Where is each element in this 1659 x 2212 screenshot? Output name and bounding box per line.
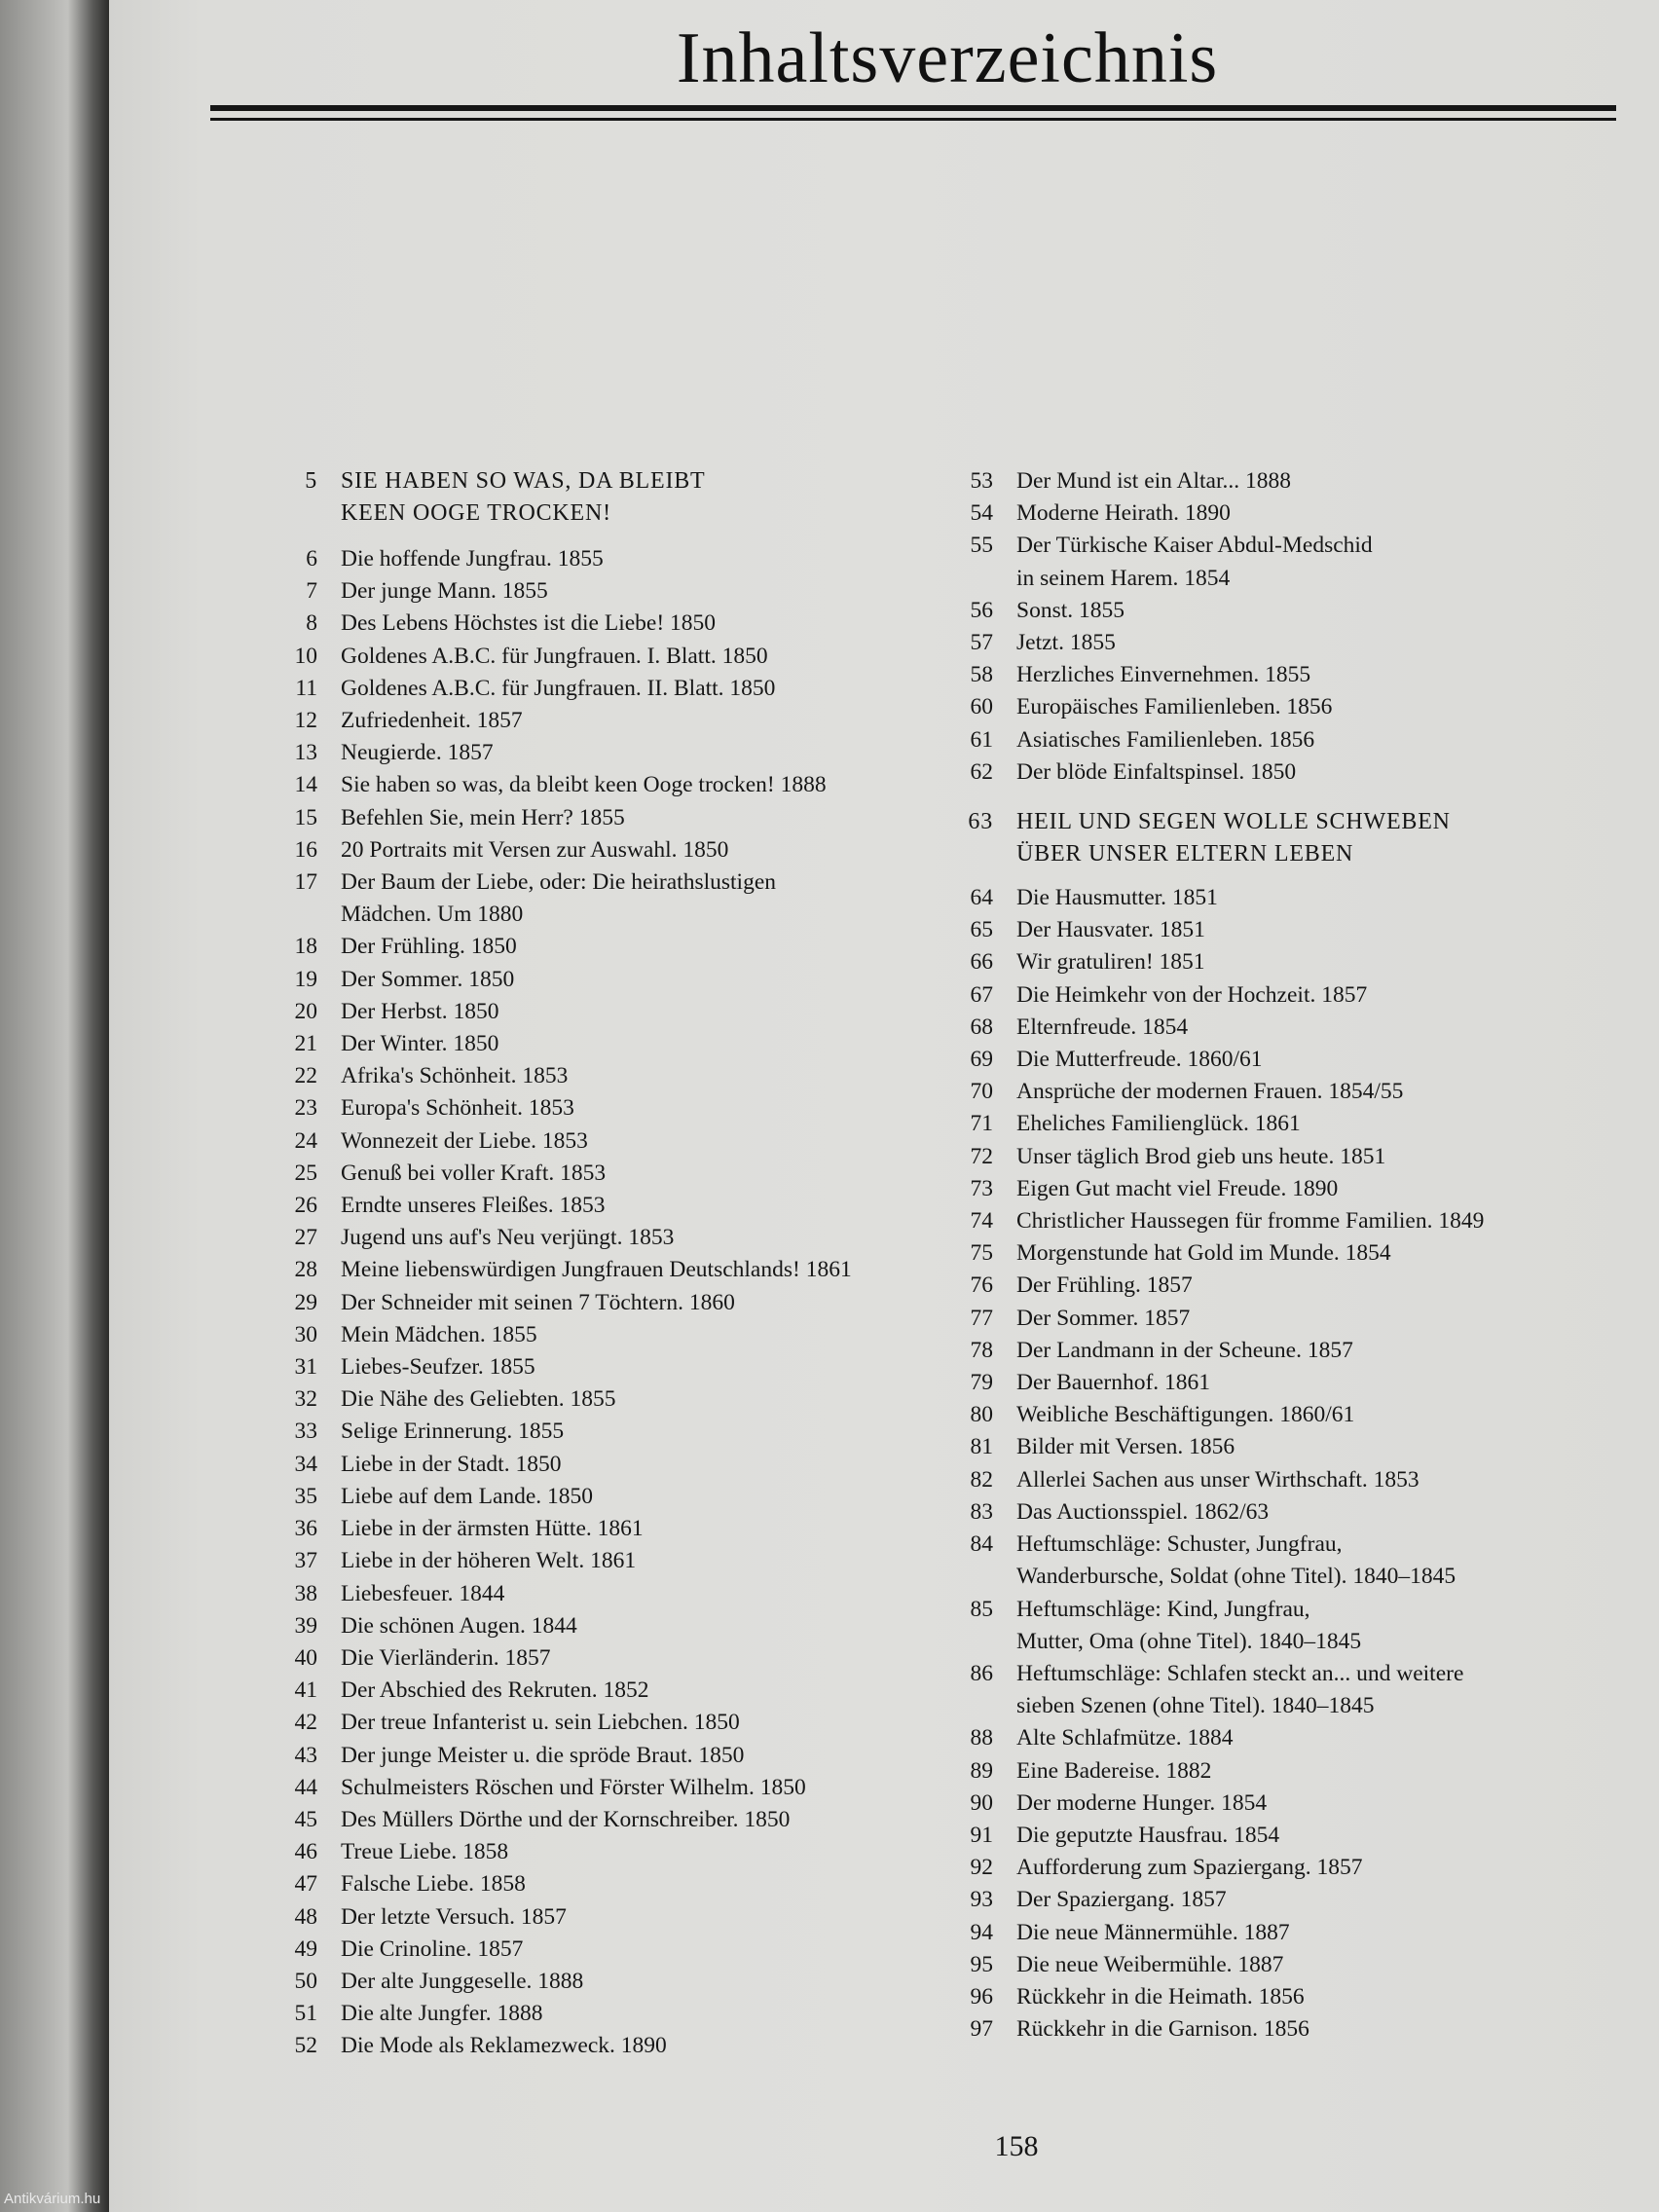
toc-page-number: 6	[306, 546, 317, 571]
toc-page-number: 28	[294, 1257, 317, 1283]
toc-page-number: 26	[294, 1193, 317, 1219]
toc-entry	[271, 1060, 1040, 1092]
toc-page-number: 44	[294, 1774, 317, 1800]
toc-page-number: 18	[294, 934, 317, 960]
toc-page-number: 13	[294, 740, 317, 766]
toc-entry-title: Die schönen Augen. 1844	[341, 1612, 577, 1639]
toc-page-number: 21	[294, 1031, 317, 1057]
toc-entry	[271, 1416, 1040, 1448]
toc-entry-title: Die Crinoline. 1857	[341, 1936, 524, 1962]
toc-page-number: 38	[294, 1580, 317, 1606]
toc-entry	[946, 659, 1657, 691]
toc-entry-title: Schulmeisters Röschen und Förster Wilhelm. 1850	[341, 1774, 806, 1800]
toc-page-number: 39	[294, 1612, 317, 1639]
toc-entry	[271, 1578, 1040, 1610]
toc-page-number: 45	[294, 1806, 317, 1832]
toc-entry	[271, 866, 1040, 931]
toc-page-number: 15	[294, 804, 317, 830]
toc-entry-title: Der Türkische Kaiser Abdul-Medschid in seinem Harem. 1854	[1016, 533, 1373, 591]
toc-page-number: 55	[970, 533, 993, 559]
toc-page-number: 20	[294, 998, 317, 1024]
toc-page-number: 10	[294, 643, 317, 669]
toc-entry	[271, 1125, 1040, 1158]
toc-page-number: 42	[294, 1710, 317, 1736]
toc-entry-title: Der Mund ist ein Altar... 1888	[1016, 468, 1291, 494]
toc-entry-title: Falsche Liebe. 1858	[341, 1871, 526, 1898]
toc-entry	[946, 1237, 1657, 1270]
toc-entry	[946, 1108, 1657, 1140]
toc-entry-title: Des Lebens Höchstes ist die Liebe! 1850	[341, 610, 717, 637]
toc-left-column	[271, 465, 1040, 2063]
toc-entry-title: Sonst. 1855	[1016, 597, 1124, 623]
toc-entry	[271, 931, 1040, 963]
toc-entry-title: Liebe auf dem Lande. 1850	[341, 1483, 594, 1509]
toc-entry	[271, 1707, 1040, 1739]
page-title: Inhaltsverzeichnis	[676, 18, 1219, 98]
toc-page-number: 23	[294, 1095, 317, 1122]
toc-page-number: 96	[970, 1983, 993, 2009]
toc-entry	[946, 1205, 1657, 1237]
toc-entry-title: Afrika's Schönheit. 1853	[341, 1063, 569, 1089]
toc-page-number: 84	[970, 1531, 993, 1558]
toc-entry	[946, 627, 1657, 659]
toc-entry	[271, 1351, 1040, 1383]
toc-entry	[271, 737, 1040, 769]
toc-page-number: 31	[294, 1354, 317, 1381]
toc-entry-title: Liebe in der Stadt. 1850	[341, 1451, 562, 1477]
toc-entry	[946, 914, 1657, 946]
toc-page-number: 14	[294, 772, 317, 798]
toc-page-number: 57	[970, 630, 993, 656]
toc-page-number: 53	[970, 468, 993, 494]
toc-entry	[946, 1852, 1657, 1884]
toc-entry	[271, 1092, 1040, 1124]
toc-page-number: 65	[970, 917, 993, 943]
toc-entry-title: Weibliche Beschäftigungen. 1860/61	[1016, 1402, 1355, 1428]
toc-entry-title: Die Heimkehr von der Hochzeit. 1857	[1016, 981, 1368, 1008]
toc-entry	[946, 946, 1657, 978]
toc-entry-title: Der Baum der Liebe, oder: Die heirathslustigen Mädchen. Um 1880	[341, 869, 777, 928]
toc-entry-title: Mein Mädchen. 1855	[341, 1321, 537, 1347]
toc-entry-title: Der moderne Hunger. 1854	[1016, 1789, 1268, 1816]
toc-page-number: 19	[294, 966, 317, 992]
toc-entry	[946, 1884, 1657, 1916]
toc-entry-title: Wir gratuliren! 1851	[1016, 949, 1205, 976]
toc-entry-title: Heftumschläge: Schlafen steckt an... und weitere sieben Szenen (ohne Titel). 1840–1845	[1016, 1660, 1464, 1719]
toc-page-number: 64	[970, 885, 993, 911]
toc-entry-title: Heftumschläge: Kind, Jungfrau, Mutter, Oma (ohne Titel). 1840–1845	[1016, 1596, 1362, 1654]
toc-entry	[946, 1917, 1657, 1949]
toc-page-number: 60	[970, 694, 993, 720]
toc-page-number: 82	[970, 1466, 993, 1493]
toc-page-number: 90	[970, 1789, 993, 1816]
toc-entry	[946, 1141, 1657, 1173]
toc-entry	[271, 1836, 1040, 1868]
toc-page-number: 92	[970, 1855, 993, 1881]
toc-entry-title: Der Sommer. 1850	[341, 966, 515, 992]
toc-entry	[946, 1496, 1657, 1529]
toc-entry	[946, 1012, 1657, 1044]
toc-entry	[271, 1642, 1040, 1675]
toc-page-number: 89	[970, 1757, 993, 1784]
toc-page-number: 67	[970, 981, 993, 1008]
toc-entry-title: Die neue Männermühle. 1887	[1016, 1919, 1290, 1945]
toc-entry-title: Die alte Jungfer. 1888	[341, 2001, 543, 2027]
toc-page-number: 62	[970, 758, 993, 785]
toc-page-number: 49	[294, 1936, 317, 1962]
toc-page-number: 91	[970, 1822, 993, 1848]
toc-entry-title: Liebesfeuer. 1844	[341, 1580, 505, 1606]
toc-entry-title: HEIL UND SEGEN WOLLE SCHWEBEN ÜBER UNSER ELTERN LEBEN	[1016, 809, 1451, 867]
toc-entry-title: Jugend uns auf's Neu verjüngt. 1853	[341, 1225, 675, 1251]
toc-entry-title: Zufriedenheit. 1857	[341, 708, 523, 734]
toc-entry	[946, 1367, 1657, 1399]
toc-entry	[946, 1594, 1657, 1658]
toc-right-column	[946, 465, 1657, 2046]
toc-entry-title: Befehlen Sie, mein Herr? 1855	[341, 804, 625, 830]
toc-page-number: 93	[970, 1887, 993, 1913]
toc-entry	[271, 834, 1040, 866]
toc-page-number: 80	[970, 1402, 993, 1428]
toc-entry	[271, 1934, 1040, 1966]
toc-entry	[271, 705, 1040, 737]
toc-page-number: 46	[294, 1839, 317, 1865]
toc-entry-title: Die neue Weibermühle. 1887	[1016, 1951, 1284, 1977]
toc-entry	[271, 1449, 1040, 1481]
toc-page-number: 66	[970, 949, 993, 976]
toc-entry	[946, 465, 1657, 498]
toc-entry-title: Der Landmann in der Scheune. 1857	[1016, 1337, 1353, 1363]
toc-entry-title: Der Frühling. 1850	[341, 934, 517, 960]
toc-page-number: 61	[970, 726, 993, 753]
toc-entry	[946, 1529, 1657, 1593]
toc-entry-title: Rückkehr in die Heimath. 1856	[1016, 1983, 1305, 2009]
toc-entry-title: Bilder mit Versen. 1856	[1016, 1434, 1235, 1460]
toc-page-number: 5	[305, 468, 317, 494]
toc-page-number: 8	[306, 610, 317, 637]
toc-entry-title: Liebe in der ärmsten Hütte. 1861	[341, 1516, 644, 1542]
toc-entry	[271, 769, 1040, 801]
toc-page-number: 16	[294, 836, 317, 863]
toc-entry-title: Alte Schlafmütze. 1884	[1016, 1725, 1234, 1751]
toc-entry-title: Liebe in der höheren Welt. 1861	[341, 1548, 637, 1574]
toc-entry-title: Der Spaziergang. 1857	[1016, 1887, 1227, 1913]
toc-page-number: 94	[970, 1919, 993, 1945]
toc-entry-title: Der Frühling. 1857	[1016, 1272, 1193, 1299]
toc-entry-title: Jetzt. 1855	[1016, 630, 1116, 656]
toc-page-number: 24	[294, 1127, 317, 1154]
toc-page-number: 83	[970, 1498, 993, 1525]
toc-entry	[271, 1254, 1040, 1286]
toc-page-number: 30	[294, 1321, 317, 1347]
toc-entry	[271, 1901, 1040, 1934]
toc-page-number: 37	[294, 1548, 317, 1574]
toc-entry	[946, 1044, 1657, 1076]
toc-page-number: 35	[294, 1483, 317, 1509]
toc-page-number: 63	[968, 809, 993, 835]
toc-entry	[271, 2030, 1040, 2062]
toc-page-number: 73	[970, 1175, 993, 1201]
toc-entry-title: Die Mode als Reklamezweck. 1890	[341, 2033, 667, 2059]
toc-entry	[271, 1319, 1040, 1351]
toc-entry-title: Die hoffende Jungfrau. 1855	[341, 546, 604, 571]
toc-entry	[946, 595, 1657, 627]
toc-page-number: 54	[970, 500, 993, 527]
toc-entry-title: Der junge Meister u. die spröde Braut. 1850	[341, 1742, 745, 1768]
book-page	[109, 0, 1659, 2212]
toc-entry	[271, 1383, 1040, 1416]
toc-entry-title: Herzliches Einvernehmen. 1855	[1016, 662, 1311, 688]
toc-entry	[946, 1399, 1657, 1431]
page-number: 158	[994, 2130, 1039, 2162]
toc-entry-title: Genuß bei voller Kraft. 1853	[341, 1160, 607, 1186]
toc-entry	[946, 1431, 1657, 1463]
toc-entry-title: Der Abschied des Rekruten. 1852	[341, 1677, 649, 1704]
toc-entry-title: Ansprüche der modernen Frauen. 1854/55	[1016, 1079, 1404, 1105]
toc-page-number: 56	[970, 597, 993, 623]
toc-entry	[271, 1545, 1040, 1577]
toc-entry	[946, 1335, 1657, 1367]
toc-page-number: 48	[294, 1903, 317, 1930]
toc-entry	[946, 1949, 1657, 1981]
toc-entry	[271, 964, 1040, 996]
toc-entry-title: Selige Erinnerung. 1855	[341, 1419, 565, 1445]
toc-entry	[271, 1028, 1040, 1060]
toc-entry	[271, 1481, 1040, 1513]
toc-entry	[946, 530, 1657, 594]
toc-page-number: 17	[294, 869, 317, 896]
toc-entry-title: Morgenstunde hat Gold im Munde. 1854	[1016, 1240, 1391, 1267]
toc-page-number: 11	[295, 675, 317, 701]
toc-page-number: 32	[294, 1386, 317, 1413]
toc-entry-title: Erndte unseres Fleißes. 1853	[341, 1193, 606, 1219]
watermark: Antikvárium.hu	[4, 2191, 101, 2207]
toc-page-number: 47	[294, 1871, 317, 1898]
toc-entry-title: Der letzte Versuch. 1857	[341, 1903, 567, 1930]
toc-entry	[271, 1513, 1040, 1545]
toc-entry	[946, 724, 1657, 756]
toc-entry-title: Die Vierländerin. 1857	[341, 1644, 551, 1671]
toc-entry	[946, 756, 1657, 789]
toc-entry-title: Der Winter. 1850	[341, 1031, 499, 1057]
toc-page-number: 79	[970, 1370, 993, 1396]
toc-entry-title: Die Nähe des Geliebten. 1855	[341, 1386, 616, 1413]
toc-entry-title: Eigen Gut macht viel Freude. 1890	[1016, 1175, 1339, 1201]
toc-entry	[271, 1222, 1040, 1254]
toc-page-number: 77	[970, 1305, 993, 1331]
toc-entry-title: Europa's Schönheit. 1853	[341, 1095, 574, 1122]
toc-entry-title: Moderne Heirath. 1890	[1016, 500, 1231, 527]
toc-entry	[271, 1998, 1040, 2030]
toc-page-number: 7	[306, 578, 317, 605]
toc-entry-title: Eine Badereise. 1882	[1016, 1757, 1212, 1784]
toc-entry	[271, 608, 1040, 640]
toc-entry	[946, 1270, 1657, 1302]
toc-page-number: 51	[294, 2001, 317, 2027]
toc-page-number: 74	[970, 1208, 993, 1235]
toc-entry	[271, 1287, 1040, 1319]
toc-page-number: 33	[294, 1419, 317, 1445]
toc-entry-title: Rückkehr in die Garnison. 1856	[1016, 2016, 1309, 2043]
toc-entry	[946, 1658, 1657, 1722]
toc-page-number: 88	[970, 1725, 993, 1751]
toc-page-number: 72	[970, 1143, 993, 1169]
toc-entry	[271, 996, 1040, 1028]
toc-page-number: 69	[970, 1047, 993, 1073]
toc-page-number: 36	[294, 1516, 317, 1542]
toc-entry-title: Die geputzte Hausfrau. 1854	[1016, 1822, 1280, 1848]
toc-entry	[271, 1610, 1040, 1642]
toc-entry	[946, 2013, 1657, 2046]
toc-entry-title: Das Auctionsspiel. 1862/63	[1016, 1498, 1270, 1525]
toc-entry	[946, 1788, 1657, 1820]
toc-entry-title: Treue Liebe. 1858	[341, 1839, 509, 1865]
toc-entry	[271, 1158, 1040, 1190]
toc-entry-title: Eheliches Familienglück. 1861	[1016, 1111, 1301, 1137]
toc-entry-title: Der treue Infanterist u. sein Liebchen. 1850	[341, 1710, 740, 1736]
toc-entry	[271, 1772, 1040, 1804]
toc-entry-title: Des Müllers Dörthe und der Kornschreiber. 1850	[341, 1806, 791, 1832]
toc-page-number: 12	[294, 708, 317, 734]
toc-entry-title: Die Mutterfreude. 1860/61	[1016, 1047, 1263, 1073]
title-rule-thick	[210, 105, 1616, 111]
toc-entry-title: Europäisches Familienleben. 1856	[1016, 694, 1333, 720]
toc-entry	[946, 691, 1657, 723]
toc-page-number: 43	[294, 1742, 317, 1768]
toc-entry	[946, 1303, 1657, 1335]
toc-page-number: 95	[970, 1951, 993, 1977]
toc-entry-title: Elternfreude. 1854	[1016, 1014, 1189, 1040]
toc-entry-title: Aufforderung zum Spaziergang. 1857	[1016, 1855, 1363, 1881]
toc-entry	[946, 1173, 1657, 1205]
toc-entry-title: Neugierde. 1857	[341, 740, 494, 766]
toc-page-number: 76	[970, 1272, 993, 1299]
toc-entry	[271, 802, 1040, 834]
toc-entry-title: Der Hausvater. 1851	[1016, 917, 1205, 943]
book-spine	[0, 0, 109, 2212]
toc-entry	[946, 1755, 1657, 1788]
toc-entry	[271, 1804, 1040, 1836]
toc-entry-title: Der alte Junggeselle. 1888	[341, 1968, 584, 1994]
toc-page-number: 25	[294, 1160, 317, 1186]
toc-entry-title: Allerlei Sachen aus unser Wirthschaft. 1853	[1016, 1466, 1419, 1493]
toc-entry-title: SIE HABEN SO WAS, DA BLEIBT KEEN OOGE TROCKEN!	[341, 468, 706, 526]
toc-page-number: 71	[970, 1111, 993, 1137]
toc-entry-title: Der Herbst. 1850	[341, 998, 499, 1024]
toc-entry-title: Der blöde Einfaltspinsel. 1850	[1016, 758, 1297, 785]
toc-entry	[946, 1820, 1657, 1852]
toc-entry-title: Der Sommer. 1857	[1016, 1305, 1191, 1331]
toc-entry-title: Christlicher Haussegen für fromme Familien. 1849	[1016, 1208, 1485, 1235]
toc-entry-title: Goldenes A.B.C. für Jungfrauen. II. Blatt. 1850	[341, 675, 776, 701]
toc-entry-title: Der Bauernhof. 1861	[1016, 1370, 1211, 1396]
toc-page-number: 29	[294, 1289, 317, 1315]
toc-entry-title: Heftumschläge: Schuster, Jungfrau, Wanderbursche, Soldat (ohne Titel). 1840–1845	[1016, 1531, 1456, 1590]
toc-entry-title: Liebes-Seufzer. 1855	[341, 1354, 535, 1381]
toc-entry	[946, 1464, 1657, 1496]
toc-entry-title: Asiatisches Familienleben. 1856	[1016, 726, 1315, 753]
toc-section-heading	[271, 465, 1040, 530]
toc-entry	[271, 1740, 1040, 1772]
toc-page-number: 75	[970, 1240, 993, 1267]
toc-page-number: 34	[294, 1451, 317, 1477]
toc-entry	[946, 1076, 1657, 1108]
toc-entry	[271, 1190, 1040, 1222]
title-rule-thin	[210, 118, 1616, 121]
toc-page-number: 50	[294, 1968, 317, 1994]
toc-page-number: 70	[970, 1079, 993, 1105]
toc-entry-title: Wonnezeit der Liebe. 1853	[341, 1127, 588, 1154]
toc-entry	[946, 498, 1657, 530]
toc-entry-title: Unser täglich Brod gieb uns heute. 1851	[1016, 1143, 1386, 1169]
toc-entry	[271, 1966, 1040, 1998]
toc-entry-title: Der Schneider mit seinen 7 Töchtern. 1860	[341, 1289, 735, 1315]
toc-page-number: 52	[294, 2033, 317, 2059]
toc-entry	[946, 1981, 1657, 2013]
toc-page-number: 41	[294, 1677, 317, 1704]
toc-page-number: 85	[970, 1596, 993, 1622]
toc-entry-title: Goldenes A.B.C. für Jungfrauen. I. Blatt. 1850	[341, 643, 768, 669]
toc-page-number: 68	[970, 1014, 993, 1040]
toc-page-number: 22	[294, 1063, 317, 1089]
toc-entry-title: Sie haben so was, da bleibt keen Ooge trocken! 1888	[341, 772, 827, 798]
toc-entry	[946, 979, 1657, 1012]
toc-page-number: 27	[294, 1225, 317, 1251]
toc-entry	[271, 673, 1040, 705]
toc-page-number: 86	[970, 1660, 993, 1686]
toc-entry-title: Die Hausmutter. 1851	[1016, 885, 1218, 911]
toc-entry	[946, 1722, 1657, 1754]
toc-page-number: 40	[294, 1644, 317, 1671]
toc-page-number: 58	[970, 662, 993, 688]
toc-entry	[946, 882, 1657, 914]
toc-entry-title: Der junge Mann. 1855	[341, 578, 548, 605]
toc-entry-title: Meine liebenswürdigen Jungfrauen Deutschlands! 1861	[341, 1257, 852, 1283]
toc-page-number: 78	[970, 1337, 993, 1363]
toc-section-heading	[946, 806, 1657, 870]
toc-page-number: 81	[970, 1434, 993, 1460]
toc-entry	[271, 641, 1040, 673]
toc-entry	[271, 1675, 1040, 1707]
toc-entry-title: 20 Portraits mit Versen zur Auswahl. 1850	[341, 836, 729, 863]
toc-entry	[271, 575, 1040, 608]
toc-page-number: 97	[970, 2016, 993, 2043]
toc-entry	[271, 1868, 1040, 1900]
toc-entry	[271, 543, 1040, 575]
